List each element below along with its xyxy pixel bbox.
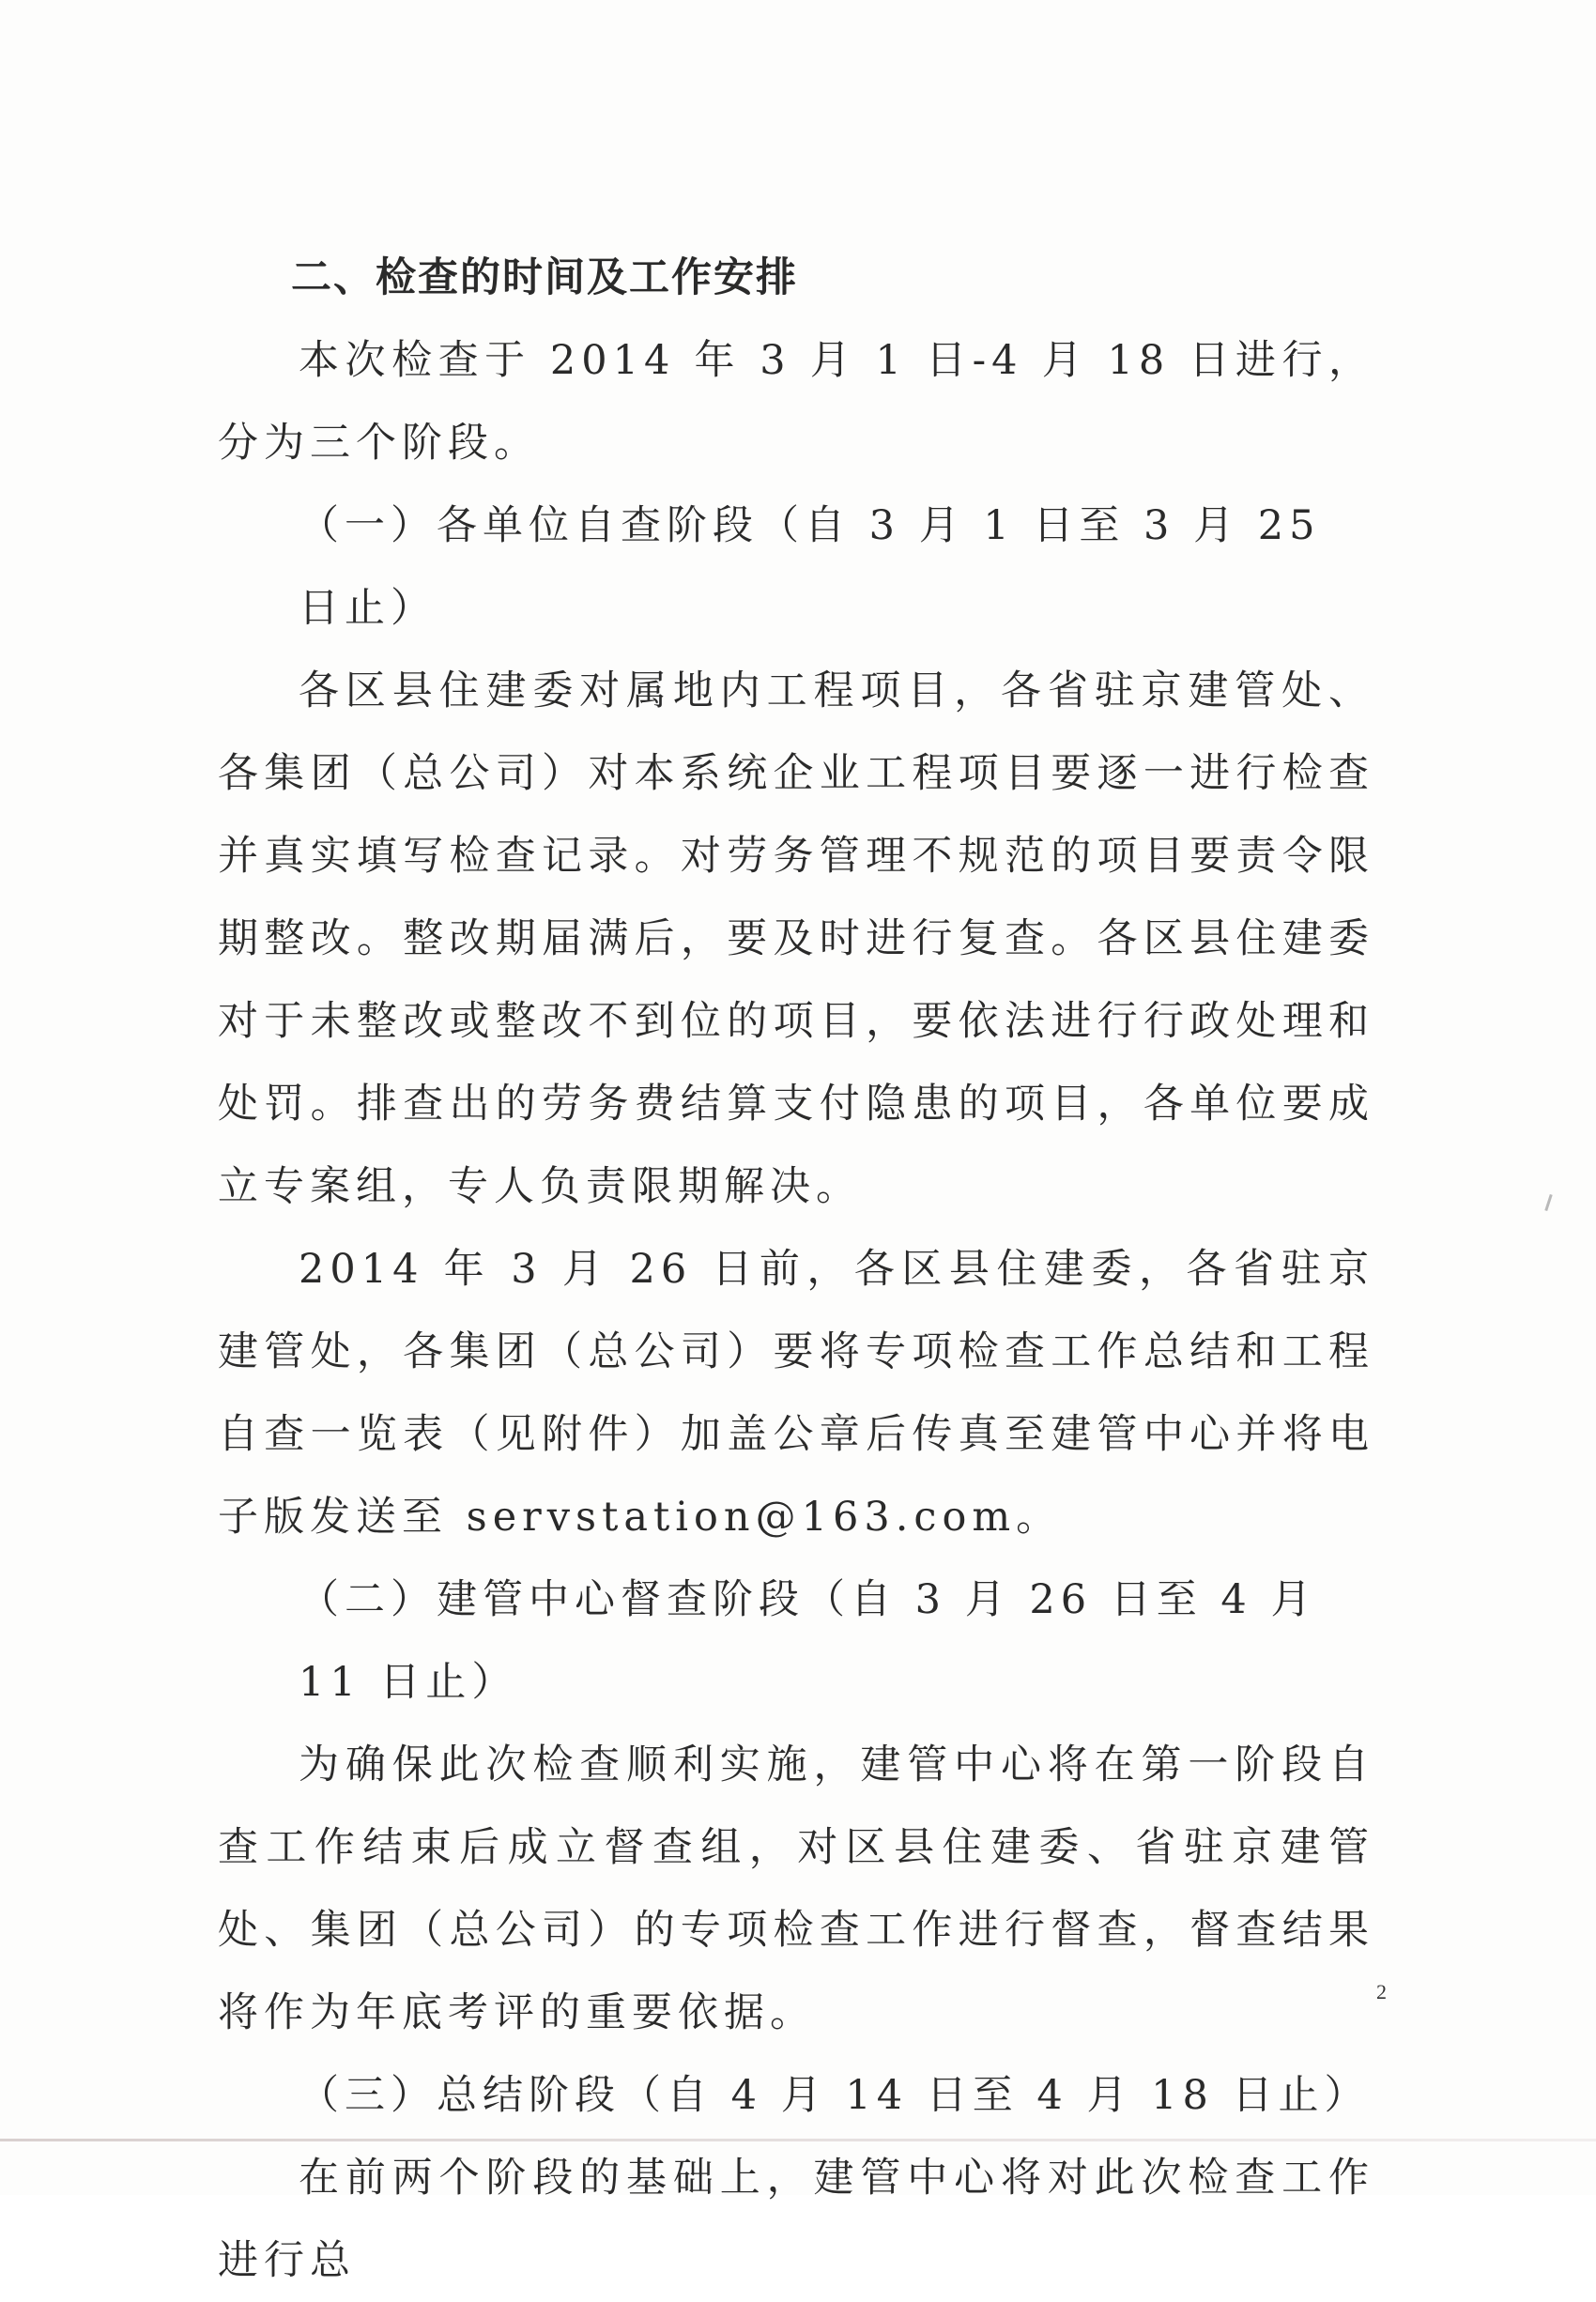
- document-body: [218, 237, 1374, 2302]
- paragraph-schedule: 本次检查于 2014 年 3 月 1 日-4 月 18 日进行，分为三个阶段。: [218, 337, 1374, 467]
- bottom-rule: [0, 2139, 1596, 2141]
- subheading-stage-1: （一）各单位自查阶段（自 3 月 1 日至 3 月 25 日止）: [299, 502, 1321, 632]
- scan-mark: [1544, 1194, 1552, 1211]
- page-number: 2: [1376, 1980, 1387, 2003]
- section-heading: 二、检查的时间及工作安排: [291, 254, 798, 301]
- paragraph-stage-3-details: 在前两个阶段的基础上，建管中心将对此次检查工作进行总: [218, 2155, 1374, 2284]
- paragraph-stage-1-details: 各区县住建委对属地内工程项目，各省驻京建管处、各集团（总公司）对本系统企业工程项目要逐一进行检查并真实填写检查记录。对劳务管理不规范的项目要责令限期整改。整改期届满后，要及时进行复查。各区县住建委对于未整改或整改不到位的项目，要依法进行行政处理和处罚。排查出的劳务费结算支付隐患的项目，各单位要成立专案组，专人负责限期解决。: [218, 668, 1374, 1210]
- paragraph-stage-1-submission: 2014 年 3 月 26 日前，各区县住建委，各省驻京建管处，各集团（总公司）要将专项检查工作总结和工程自查一览表（见附件）加盖公章后传真至建管中心并将电子版发送至 servstation@163.com。: [218, 1246, 1374, 1541]
- subheading-stage-3: （三）总结阶段（自 4 月 14 日至 4 月 18 日止）: [299, 2072, 1371, 2119]
- subheading-stage-2: （二）建管中心督查阶段（自 3 月 26 日至 4 月 11 日止）: [299, 1576, 1317, 1706]
- paragraph-stage-2-details: 为确保此次检查顺利实施，建管中心将在第一阶段自查工作结束后成立督查组，对区县住建委、省驻京建管处、集团（总公司）的专项检查工作进行督查，督查结果将作为年底考评的重要依据。: [218, 1742, 1374, 2036]
